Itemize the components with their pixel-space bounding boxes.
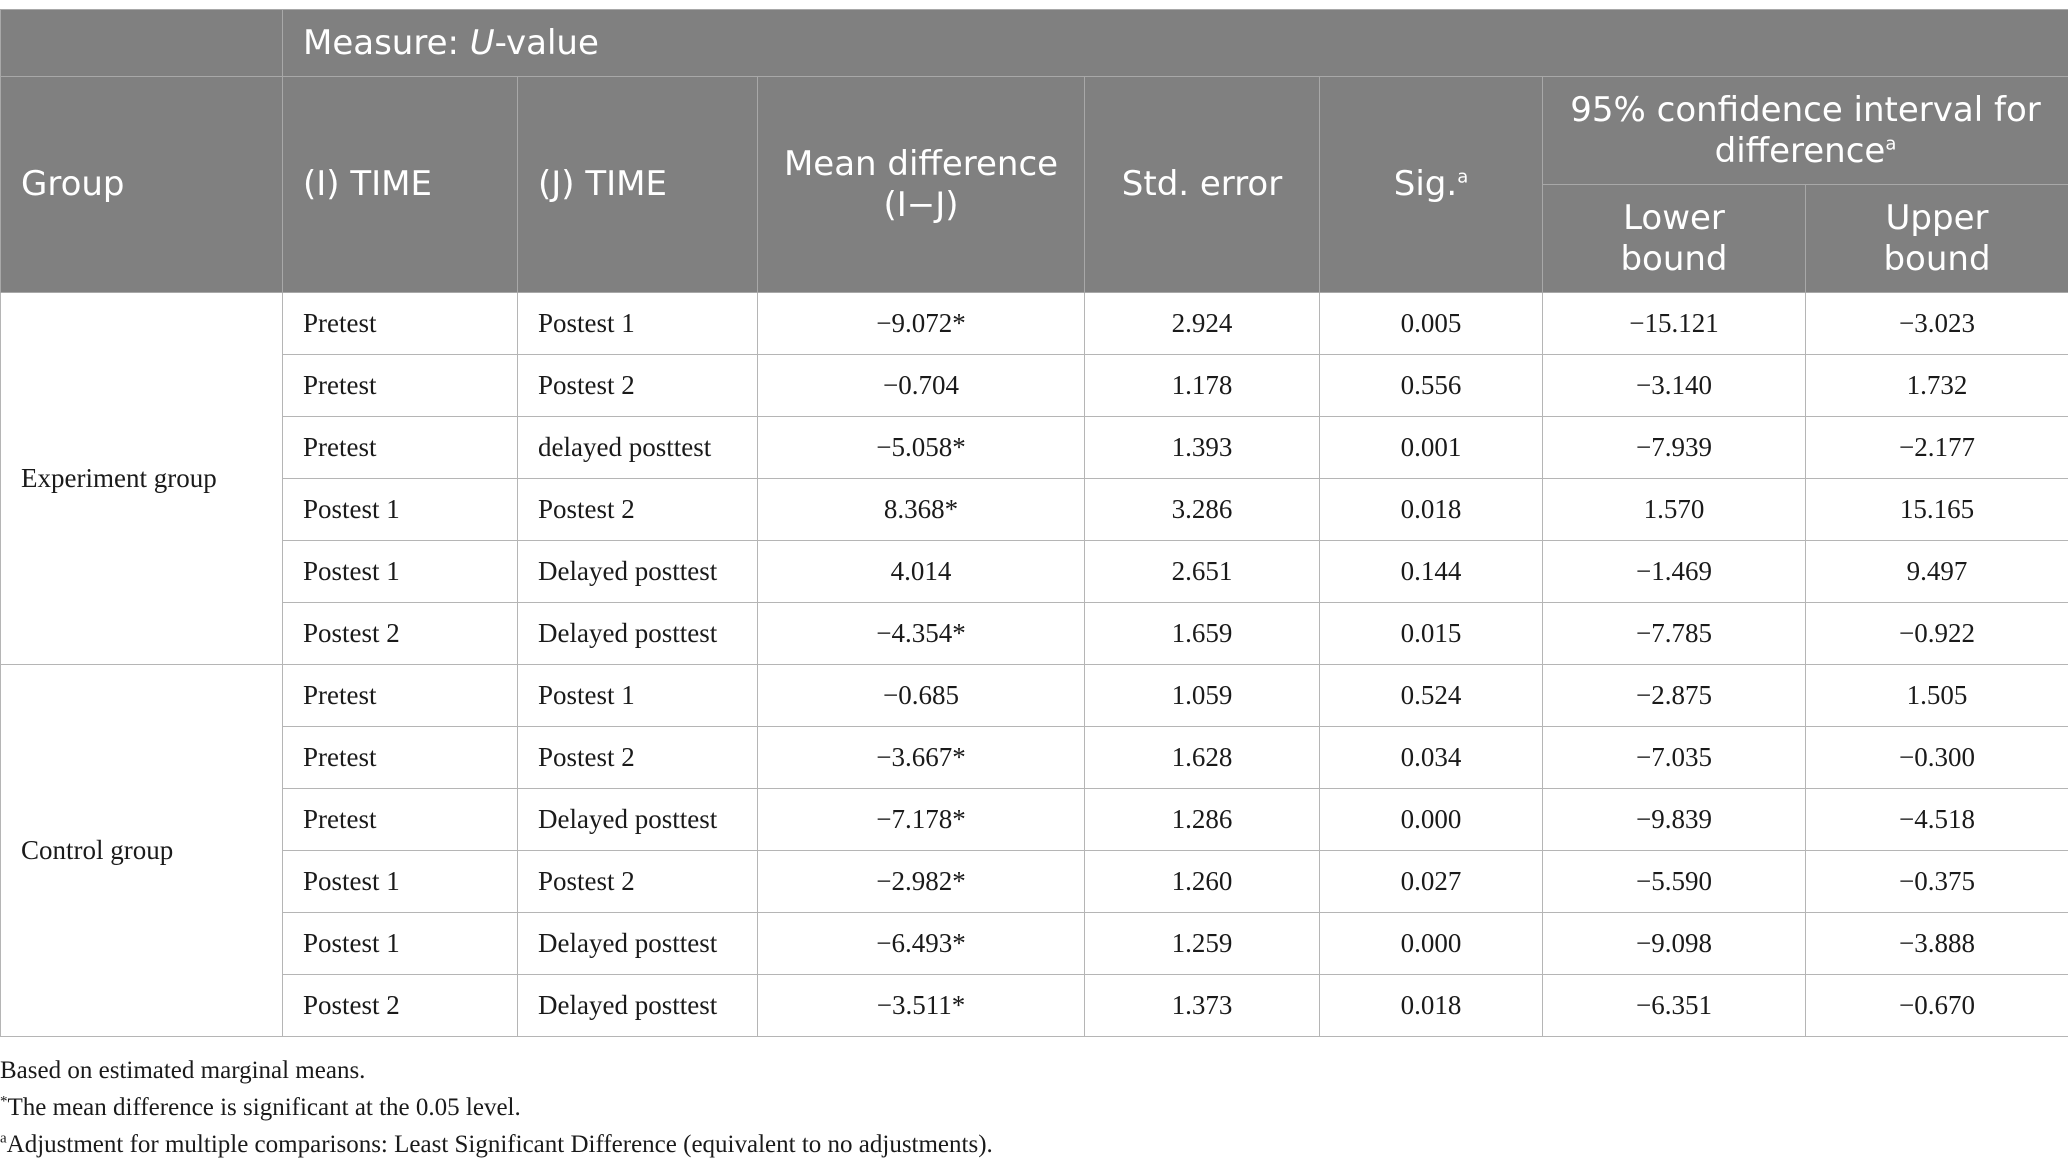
pairwise-comparisons-table: [0, 9, 2068, 1037]
upper-bound-cell: −3.888: [1806, 913, 2068, 975]
sig-cell: 0.001: [1320, 417, 1543, 479]
upper-bound-cell: 1.505: [1806, 665, 2068, 727]
lower-bound-cell: −5.590: [1543, 851, 1806, 913]
table-footnotes: [0, 1052, 993, 1163]
mean-difference-cell: 4.014: [758, 541, 1085, 603]
sig-cell: 0.034: [1320, 727, 1543, 789]
lower-bound-cell: −2.875: [1543, 665, 1806, 727]
lower-bound-cell: −6.351: [1543, 975, 1806, 1037]
col-header-std-error: Std. error: [1085, 77, 1320, 293]
j-time-cell: Postest 2: [518, 727, 758, 789]
lower-line2: bound: [1620, 238, 1728, 279]
lower-bound-cell: −7.939: [1543, 417, 1806, 479]
i-time-cell: Pretest: [283, 355, 518, 417]
mean-difference-cell: −0.685: [758, 665, 1085, 727]
i-time-cell: Pretest: [283, 293, 518, 355]
j-time-cell: Postest 1: [518, 293, 758, 355]
table-row: [1, 727, 2068, 789]
group-name-cell: Experiment group: [1, 293, 283, 665]
sig-label: Sig.: [1393, 164, 1458, 204]
i-time-cell: Postest 1: [283, 479, 518, 541]
mean-diff-line1: Mean difference: [783, 143, 1059, 184]
measure-label: Measure:: [303, 22, 470, 63]
sig-cell: 0.144: [1320, 541, 1543, 603]
std-error-cell: 3.286: [1085, 479, 1320, 541]
table-row: [1, 603, 2068, 665]
sig-cell: 0.005: [1320, 293, 1543, 355]
j-time-cell: Postest 2: [518, 479, 758, 541]
ci-line1: 95% confidence interval for: [1570, 89, 2041, 130]
sig-cell: 0.015: [1320, 603, 1543, 665]
mean-diff-line2: (I−J): [883, 184, 959, 225]
lower-bound-cell: −7.785: [1543, 603, 1806, 665]
i-time-cell: Postest 1: [283, 913, 518, 975]
j-time-cell: Delayed posttest: [518, 541, 758, 603]
mean-difference-cell: −9.072*: [758, 293, 1085, 355]
upper-bound-cell: −0.300: [1806, 727, 2068, 789]
i-time-cell: Postest 1: [283, 851, 518, 913]
std-error-cell: 2.924: [1085, 293, 1320, 355]
mean-difference-cell: −6.493*: [758, 913, 1085, 975]
measure-suffix: -value: [494, 22, 599, 63]
j-time-cell: Delayed posttest: [518, 603, 758, 665]
table-row: [1, 479, 2068, 541]
col-header-i-time: (I) TIME: [283, 77, 518, 293]
i-time-cell: Pretest: [283, 665, 518, 727]
lower-bound-cell: −9.839: [1543, 789, 1806, 851]
footnote-adjustment-text: Adjustment for multiple comparisons: Least Significant Difference (equivalent to no adjustments).: [6, 1131, 993, 1158]
mean-difference-cell: −2.982*: [758, 851, 1085, 913]
table-row: [1, 293, 2068, 355]
j-time-cell: delayed posttest: [518, 417, 758, 479]
table-row: [1, 355, 2068, 417]
std-error-cell: 1.178: [1085, 355, 1320, 417]
j-time-cell: Postest 1: [518, 665, 758, 727]
col-header-sig: [1320, 77, 1543, 293]
j-time-cell: Postest 2: [518, 355, 758, 417]
lower-bound-cell: −1.469: [1543, 541, 1806, 603]
std-error-cell: 1.059: [1085, 665, 1320, 727]
upper-bound-cell: −0.375: [1806, 851, 2068, 913]
upper-bound-cell: −2.177: [1806, 417, 2068, 479]
lower-bound-cell: −9.098: [1543, 913, 1806, 975]
lower-bound-cell: −15.121: [1543, 293, 1806, 355]
std-error-cell: 1.393: [1085, 417, 1320, 479]
sig-cell: 0.027: [1320, 851, 1543, 913]
upper-bound-cell: −4.518: [1806, 789, 2068, 851]
col-header-confidence-interval: [1543, 77, 2068, 185]
col-header-group: Group: [1, 77, 283, 293]
table-header: [1, 10, 2068, 293]
table-row: [1, 417, 2068, 479]
footnote-adjustment: [0, 1126, 993, 1163]
footnote-significance: [0, 1089, 993, 1126]
group-name-cell: Control group: [1, 665, 283, 1037]
col-header-mean-difference: [758, 77, 1085, 293]
table-row: [1, 913, 2068, 975]
header-blank-cell: [1, 10, 283, 77]
i-time-cell: Pretest: [283, 789, 518, 851]
lower-bound-cell: −3.140: [1543, 355, 1806, 417]
table-body: [1, 293, 2068, 1037]
upper-bound-cell: 1.732: [1806, 355, 2068, 417]
std-error-cell: 1.373: [1085, 975, 1320, 1037]
std-error-cell: 1.628: [1085, 727, 1320, 789]
std-error-cell: 2.651: [1085, 541, 1320, 603]
measure-italic: U: [469, 22, 495, 63]
mean-difference-cell: −4.354*: [758, 603, 1085, 665]
table-row: [1, 851, 2068, 913]
i-time-cell: Pretest: [283, 727, 518, 789]
measure-header: [283, 10, 2068, 77]
i-time-cell: Postest 1: [283, 541, 518, 603]
upper-bound-cell: −0.670: [1806, 975, 2068, 1037]
lower-bound-cell: −7.035: [1543, 727, 1806, 789]
table-row: [1, 665, 2068, 727]
j-time-cell: Postest 2: [518, 851, 758, 913]
ci-line2: difference: [1714, 130, 1886, 171]
lower-line1: Lower: [1623, 197, 1725, 238]
j-time-cell: Delayed posttest: [518, 913, 758, 975]
sig-superscript: a: [1457, 166, 1469, 188]
col-header-upper-bound: [1806, 185, 2068, 293]
mean-difference-cell: 8.368*: [758, 479, 1085, 541]
sig-cell: 0.018: [1320, 975, 1543, 1037]
std-error-cell: 1.259: [1085, 913, 1320, 975]
ci-superscript: a: [1885, 133, 1897, 155]
j-time-cell: Delayed posttest: [518, 789, 758, 851]
sig-cell: 0.018: [1320, 479, 1543, 541]
upper-bound-cell: 15.165: [1806, 479, 2068, 541]
mean-difference-cell: −0.704: [758, 355, 1085, 417]
lower-bound-cell: 1.570: [1543, 479, 1806, 541]
i-time-cell: Postest 2: [283, 603, 518, 665]
mean-difference-cell: −5.058*: [758, 417, 1085, 479]
sig-cell: 0.000: [1320, 913, 1543, 975]
mean-difference-cell: −7.178*: [758, 789, 1085, 851]
std-error-cell: 1.286: [1085, 789, 1320, 851]
upper-bound-cell: −0.922: [1806, 603, 2068, 665]
j-time-cell: Delayed posttest: [518, 975, 758, 1037]
footnote-significance-text: The mean difference is significant at the 0.05 level.: [7, 1094, 521, 1121]
col-header-lower-bound: [1543, 185, 1806, 293]
mean-difference-cell: −3.667*: [758, 727, 1085, 789]
upper-line1: Upper: [1885, 197, 1989, 238]
sig-cell: 0.000: [1320, 789, 1543, 851]
footnote-a-marker: a: [0, 1130, 7, 1147]
mean-difference-cell: −3.511*: [758, 975, 1085, 1037]
upper-line2: bound: [1883, 238, 1991, 279]
footnote-asterisk: *: [0, 1093, 8, 1110]
i-time-cell: Postest 2: [283, 975, 518, 1037]
table-row: [1, 789, 2068, 851]
footnote-basis: Based on estimated marginal means.: [0, 1057, 366, 1084]
upper-bound-cell: −3.023: [1806, 293, 2068, 355]
table-row: [1, 541, 2068, 603]
table-row: [1, 975, 2068, 1037]
i-time-cell: Pretest: [283, 417, 518, 479]
sig-cell: 0.556: [1320, 355, 1543, 417]
sig-cell: 0.524: [1320, 665, 1543, 727]
upper-bound-cell: 9.497: [1806, 541, 2068, 603]
std-error-cell: 1.260: [1085, 851, 1320, 913]
col-header-j-time: (J) TIME: [518, 77, 758, 293]
std-error-cell: 1.659: [1085, 603, 1320, 665]
